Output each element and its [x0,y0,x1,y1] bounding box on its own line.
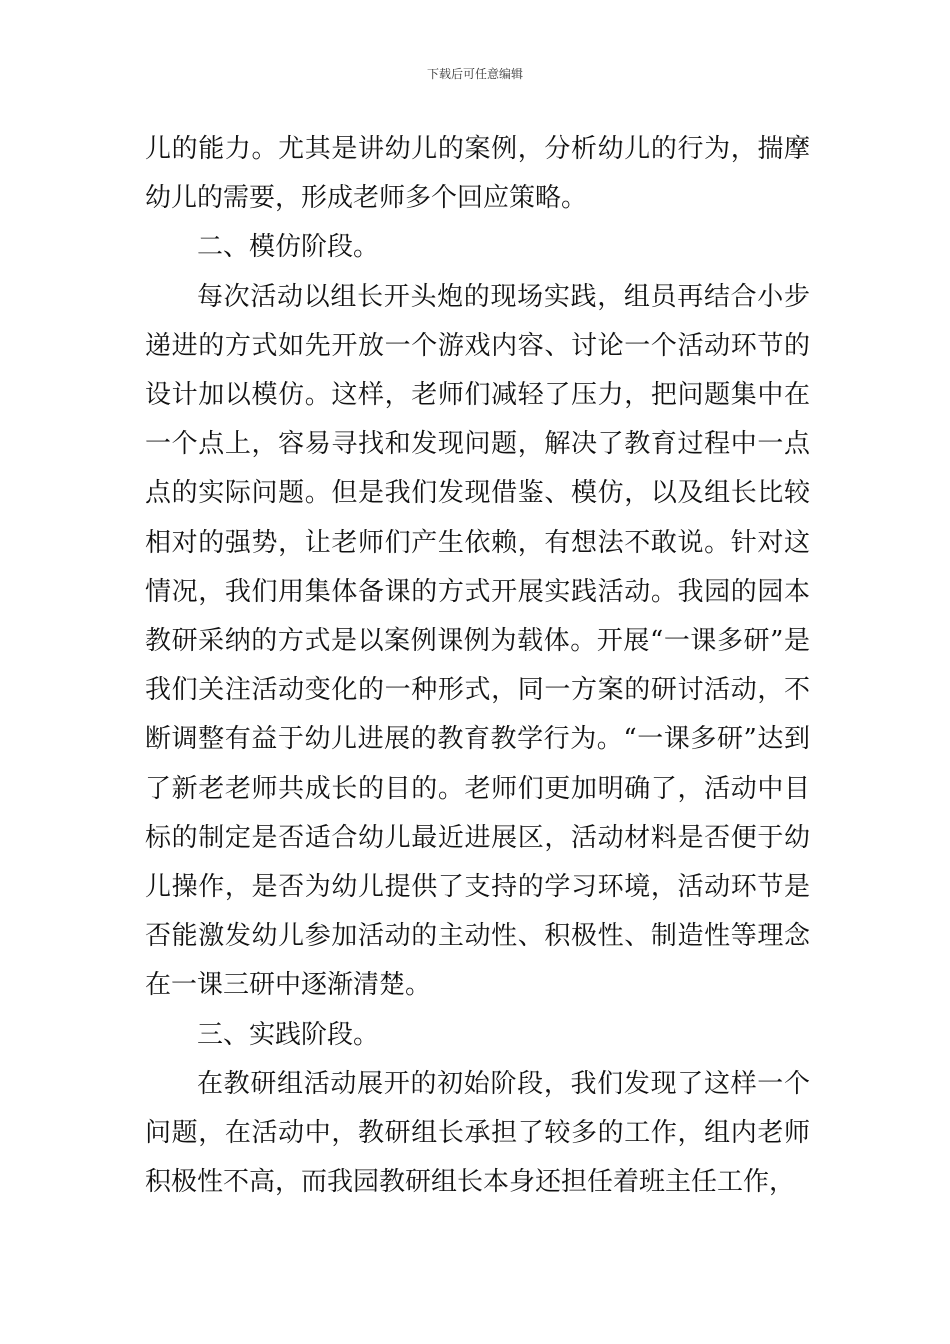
paragraph-practice-body: 在教研组活动展开的初始阶段，我们发现了这样一个问题，在活动中，教研组长承担了较多的工作，组内老师积极性不高，而我园教研组长本身还担任着班主任工作， [145,1068,810,1198]
paragraph-1: 儿的能力。尤其是讲幼儿的案例，分析幼儿的行为，揣摩幼儿的需要，形成老师多个回应策略。 [145,134,810,214]
document-body [145,125,810,1207]
paragraph-imitation-body: 每次活动以组长开头炮的现场实践，组员再结合小步递进的方式如先开放一个游戏内容、讨论一个活动环节的设计加以模仿。这样，老师们减轻了压力，把问题集中在一个点上，容易寻找和发现问题，解决了教育过程中一点点的实际问题。但是我们发现借鉴、模仿，以及组长比较相对的强势，让老师们产生依赖，有想法不敢说。针对这情况，我们用集体备课的方式开展实践活动。我园的园本教研采纳的方式是以案例课例为载体。开展“一课多研”是我们关注活动变化的一种形式，同一方案的研讨活动，不断调整有益于幼儿进展的教育教学行为。“一课多研”达到了新老老师共成长的目的。老师们更加明确了，活动中目标的制定是否适合幼儿最近进展区，活动材料是否便于幼儿操作，是否为幼儿提供了支持的学习环境，活动环节是否能激发幼儿参加活动的主动性、积极性、制造性等理念在一课三研中逐渐清楚。 [145,281,810,1001]
section-heading-practice: 三、实践阶段。 [197,1019,380,1050]
page-header: 下载后可任意编辑 [426,67,523,81]
section-heading-imitation: 二、模仿阶段。 [197,232,380,263]
